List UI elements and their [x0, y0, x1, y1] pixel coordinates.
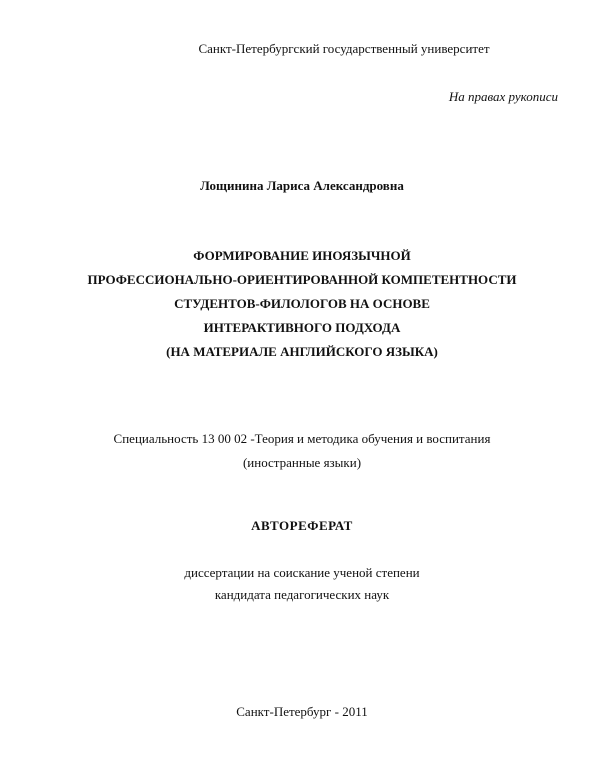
title-line: ИНТЕРАКТИВНОГО ПОДХОДА — [203, 320, 401, 335]
specialty-line: (иностранные языки) — [242, 455, 362, 470]
degree-line: диссертации на соискание ученой степени — [184, 565, 420, 580]
university-name: Санкт-Петербургский государственный университет — [198, 41, 490, 56]
degree-description — [0, 562, 604, 606]
degree-line: кандидата педагогических наук — [214, 587, 390, 602]
specialty-line: Специальность 13 00 02 -Теория и методика обучения и воспитания — [113, 431, 491, 446]
author-name: Лощинина Лариса Александровна — [200, 178, 404, 193]
title-line: ПРОФЕССИОНАЛЬНО-ОРИЕНТИРОВАННОЙ КОМПЕТЕНТНОСТИ — [87, 272, 517, 287]
city-year: Санкт-Петербург - 2011 — [236, 704, 368, 719]
title-line: (НА МАТЕРИАЛЕ АНГЛИЙСКОГО ЯЗЫКА) — [166, 344, 438, 359]
title-line: ФОРМИРОВАНИЕ ИНОЯЗЫЧНОЙ — [193, 248, 411, 263]
rights-note: На правах рукописи — [448, 89, 558, 104]
title-line: СТУДЕНТОВ-ФИЛОЛОГОВ НА ОСНОВЕ — [174, 296, 430, 311]
abstract-label: АВТОРЕФЕРАТ — [251, 518, 353, 533]
specialty — [0, 427, 604, 475]
dissertation-title — [0, 244, 604, 364]
